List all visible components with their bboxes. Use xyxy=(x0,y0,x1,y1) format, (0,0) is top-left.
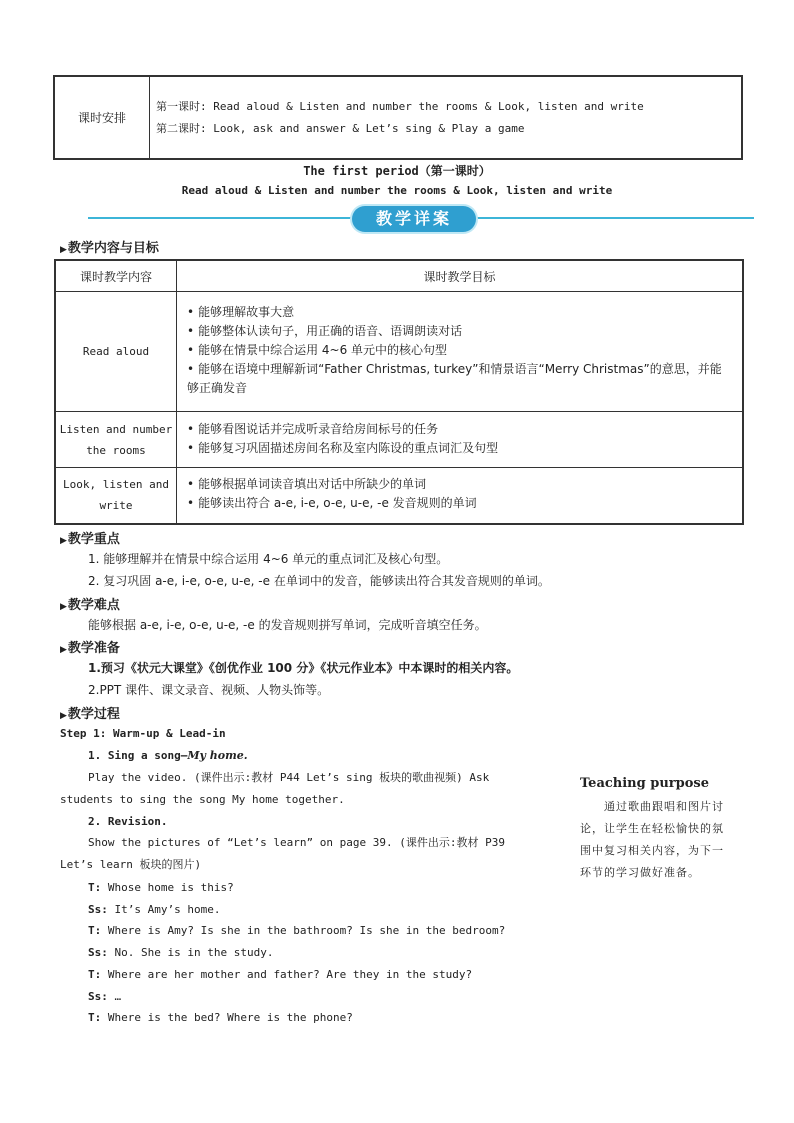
dialogue-line: T: Whose home is this? xyxy=(88,881,234,894)
preparation-item-1: 1.预习《状元大课堂》《创优作业 100 分》《状元作业本》中本课时的相关内容。 xyxy=(88,661,519,675)
sidebar-title: Teaching purpose xyxy=(580,776,709,791)
triangle-icon: ▶ xyxy=(60,645,67,655)
dialogue-line: T: Where are her mother and father? Are they in the study? xyxy=(88,967,473,981)
para-2-line-1: Show the pictures of “Let’s learn” on page 39. (课件出示:教材 P39 xyxy=(88,836,505,849)
schedule-table xyxy=(53,75,743,160)
dialogue-line: Ss: It’s Amy’s home. xyxy=(88,902,221,916)
goal-row-content: Read aloud xyxy=(55,292,177,412)
goals-table xyxy=(54,259,744,525)
goal-item: • 能够整体认读句子，用正确的语音、语调朗读对话 xyxy=(187,322,732,341)
para-1-line-2: students to sing the song My home together. xyxy=(60,793,345,806)
triangle-icon: ▶ xyxy=(60,245,67,255)
schedule-line-2: 第二课时: Look, ask and answer & Let’s sing & Play a game xyxy=(156,121,525,135)
goal-item: • 能够理解故事大意 xyxy=(187,303,732,322)
dialogue-line: Ss: No. She is in the study. xyxy=(88,946,274,960)
banner-line-right xyxy=(470,217,754,219)
period-title: The first period（第一课时） xyxy=(303,164,491,178)
sub-step-2: 2. Revision. xyxy=(88,815,168,828)
goal-item: • 能够在情景中综合运用 4~6 单元中的核心句型 xyxy=(187,341,732,360)
goal-item: • 能够看图说话并完成听录音给房间标号的任务 xyxy=(187,420,732,439)
process-heading: ▶教学过程 xyxy=(60,707,120,722)
goal-item: • 能够复习巩固描述房间名称及室内陈设的重点词汇及句型 xyxy=(187,439,732,458)
difficulties-text: 能够根据 a-e, i-e, o-e, u-e, -e 的发音规则拼写单词，完成听音填空任务。 xyxy=(88,618,487,632)
section-banner: 教学详案 xyxy=(352,206,476,232)
dialogue-line: Ss: … xyxy=(88,989,122,1003)
schedule-label: 课时安排 xyxy=(54,76,150,159)
goals-col-objectives: 课时教学目标 xyxy=(177,260,744,292)
step-1-heading: Step 1: Warm-up & Lead-in xyxy=(60,727,226,740)
dialogue xyxy=(88,877,505,1029)
goal-row-content: Listen and number the rooms xyxy=(55,412,177,468)
sub-step-1: 1. Sing a song—My home. xyxy=(88,749,248,762)
dialogue-line: T: Where is Amy? Is she in the bathroom? Is she in the bedroom? xyxy=(88,924,506,938)
goal-item: • 能够读出符合 a-e, i-e, o-e, u-e, -e 发音规则的单词 xyxy=(187,494,732,513)
schedule-line-1: 第一课时: Read aloud & Listen and number the rooms & Look, listen and write xyxy=(156,99,644,113)
key-points-heading: ▶教学重点 xyxy=(60,532,120,547)
triangle-icon: ▶ xyxy=(60,536,67,546)
goal-row-content: Look, listen and write xyxy=(55,468,177,524)
key-point-2: 2. 复习巩固 a-e, i-e, o-e, u-e, -e 在单词中的发音，能够读出符合其发音规则的单词。 xyxy=(88,574,550,588)
period-subtitle: Read aloud & Listen and number the rooms & Look, listen and write xyxy=(181,184,613,197)
para-2-line-2: Let’s learn 板块的图片) xyxy=(60,858,202,871)
goals-col-content: 课时教学内容 xyxy=(55,260,177,292)
goal-item: • 能够根据单词读音填出对话中所缺少的单词 xyxy=(187,475,732,494)
goals-heading: ▶教学内容与目标 xyxy=(60,241,159,256)
difficulties-heading: ▶教学难点 xyxy=(60,598,120,613)
dialogue-line: T: Where is the bed? Where is the phone? xyxy=(88,1011,353,1025)
key-point-1: 1. 能够理解并在情景中综合运用 4~6 单元的重点词汇及核心句型。 xyxy=(88,552,449,566)
goal-item: • 能够在语境中理解新词“Father Christmas, turkey”和情景语言“Merry Christmas”的意思，并能够正确发音 xyxy=(187,360,732,398)
banner-line-left xyxy=(88,217,358,219)
para-1-line-1: Play the video. (课件出示:教材 P44 Let’s sing 板块的歌曲视频) Ask xyxy=(88,771,490,784)
triangle-icon: ▶ xyxy=(60,711,67,721)
preparation-heading: ▶教学准备 xyxy=(60,641,120,656)
preparation-item-2: 2.PPT 课件、课文录音、视频、人物头饰等。 xyxy=(88,683,330,697)
sidebar-text: 通过歌曲跟唱和图片讨 论，让学生在轻松愉快的氛 围中复习相关内容，为下一 环节的学习做好准备。 xyxy=(580,800,724,879)
triangle-icon: ▶ xyxy=(60,602,67,612)
